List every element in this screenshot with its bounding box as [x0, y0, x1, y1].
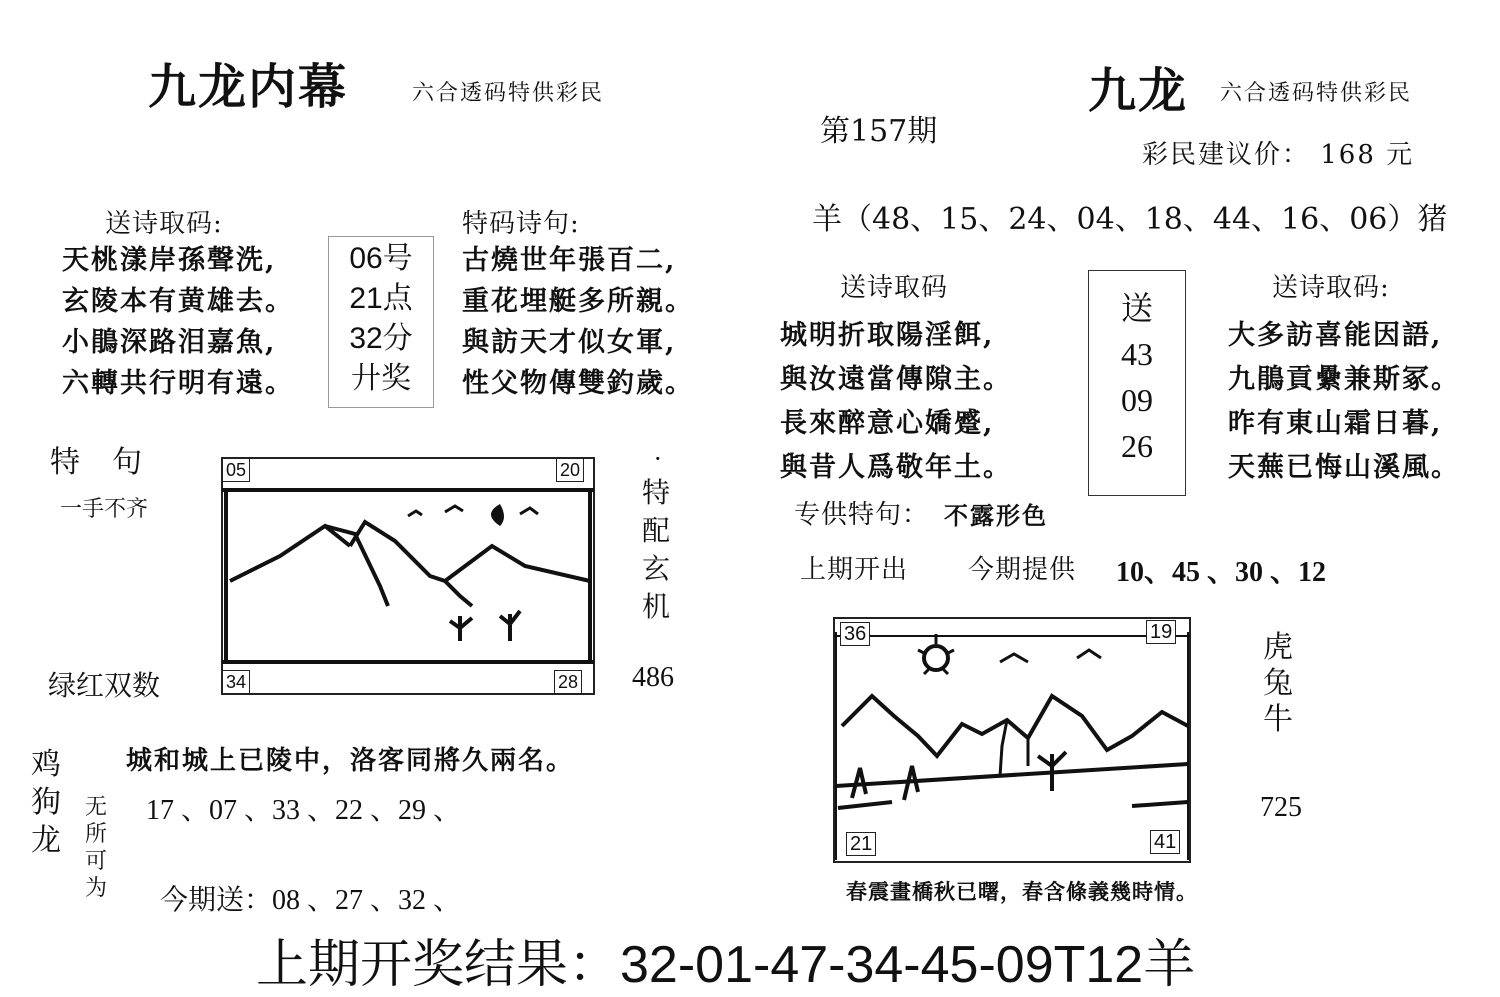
right-landscape-picture: [832, 616, 1192, 864]
left-side-char: 机: [641, 590, 670, 623]
right-poem-a: [780, 314, 1012, 490]
right-side-char: 兔: [1263, 666, 1293, 701]
left-box-line: 廾奖: [351, 362, 411, 395]
right-special-value: 不露形色: [944, 501, 1048, 530]
left-side-vertical: [636, 474, 676, 626]
left-special-phrase: 一手不齐: [60, 497, 149, 522]
left-small-char: 可: [84, 849, 107, 874]
right-poem-label-a: 送诗取码: [840, 273, 949, 303]
right-provide-numbers: 10、45 、30 、12: [1116, 557, 1327, 588]
right-zodiac-line: 羊（48、15、24、04、18、44、16、06）猪: [812, 202, 1448, 237]
right-poem-b-line: 大多訪喜能因語,: [1228, 320, 1443, 351]
right-poem-b: [1228, 314, 1460, 490]
left-side-char: 玄: [641, 552, 670, 585]
left-poem-b-line: 古燒世年張百二,: [462, 245, 677, 276]
left-poem-b-line: 性父物傳雙釣歲。: [462, 368, 694, 399]
left-poem-b-line: 重花埋艇多所親。: [462, 286, 694, 317]
left-tag-bottom-right: 28: [554, 670, 582, 694]
right-special-label: 专供特句：: [794, 500, 930, 530]
left-poem-a-line: 小鵑深路泪嘉魚,: [62, 327, 277, 358]
left-title: 九龙内幕: [148, 59, 349, 115]
left-box-line: 21点: [349, 282, 413, 315]
left-small-char: 所: [84, 822, 107, 847]
right-side-vertical: [1256, 630, 1300, 738]
right-poem-a-line: 長來醉意心嬌蹙,: [780, 408, 995, 439]
left-small-char: 为: [84, 876, 107, 901]
right-poem-a-line: 與昔人爲敬年土。: [780, 452, 1012, 483]
left-side-char: 特: [641, 476, 670, 509]
right-title: 九龙: [1088, 63, 1189, 119]
right-poem-label-b: 送诗取码:: [1272, 273, 1390, 303]
left-zodiac-char: 龙: [31, 823, 61, 858]
left-small-vertical: [80, 794, 112, 902]
left-poem-a-line: 天桃漾岸孫聲洗,: [62, 245, 277, 276]
right-side-char: 虎: [1263, 630, 1293, 665]
left-landscape-picture: [220, 456, 596, 696]
left-verse-line: 城和城上已陵中，洛客同將久兩名。: [126, 746, 575, 776]
left-zodiac-char: 狗: [31, 785, 61, 820]
issue-number: 第157期: [820, 114, 938, 149]
left-side-char: 配: [641, 514, 670, 547]
right-tag-top-left: 36: [840, 622, 870, 646]
left-zodiac-char: 鸡: [31, 747, 61, 782]
right-verse-line: 春震畫橋秋已曙，春含條義幾時情。: [846, 879, 1198, 904]
right-poem-b-line: 天蕪已悔山溪風。: [1228, 452, 1460, 483]
right-box-line: 09: [1121, 382, 1153, 418]
right-side-number: 725: [1260, 792, 1302, 823]
left-tag-bottom-left: 34: [222, 670, 250, 694]
left-numbers-line: 17 、07 、33 、22 、29 、: [146, 795, 462, 826]
left-color-tip: 绿红双数: [48, 670, 161, 701]
left-box-line: 06号: [349, 242, 413, 275]
left-small-char: 无: [84, 795, 107, 820]
right-poem-a-line: 城明折取陽淫餌,: [780, 320, 995, 351]
left-box-line: 32分: [349, 322, 413, 355]
right-tag-bottom-left: 21: [846, 832, 876, 856]
left-zodiac-vertical: [26, 746, 66, 860]
right-box-line: 26: [1121, 428, 1153, 464]
right-side-char: 牛: [1263, 702, 1293, 737]
left-poem-label-a: 送诗取码:: [105, 209, 223, 239]
right-last-label: 上期开出: [800, 555, 909, 585]
left-special-label: 特 句: [50, 445, 143, 480]
left-tag-top-right: 20: [556, 458, 584, 482]
right-poem-b-line: 昨有東山霜日暮,: [1228, 408, 1443, 439]
left-side-dot: ·: [654, 445, 662, 473]
right-poem-a-line: 與汝遠當傳隙主。: [780, 364, 1012, 395]
left-side-number: 486: [632, 662, 674, 693]
right-poem-b-line: 九鵑貢纍兼斯冢。: [1228, 364, 1460, 395]
left-poem-b-line: 與訪天才似女軍,: [462, 327, 677, 358]
left-tag-top-left: 05: [222, 458, 250, 482]
right-price: 彩民建议价： 168 元: [1142, 140, 1415, 170]
left-poem-label-b: 特码诗句:: [462, 209, 580, 239]
right-box-line: 43: [1121, 336, 1153, 372]
right-number-box: [1088, 270, 1186, 496]
left-poem-a: [62, 240, 294, 404]
left-poem-a-line: 六轉共行明有遠。: [62, 368, 294, 399]
right-subtitle: 六合透码特供彩民: [1220, 81, 1413, 106]
left-subtitle: 六合透码特供彩民: [412, 81, 605, 106]
left-poem-b: [462, 240, 694, 404]
left-number-box: [328, 236, 434, 408]
right-tag-bottom-right: 41: [1150, 830, 1180, 854]
right-box-line: 送: [1120, 290, 1153, 326]
last-draw-result: 上期开奖结果：32-01-47-34-45-09T12羊: [256, 936, 1196, 994]
left-send-line: 今期送：08 、27 、32 、: [160, 885, 462, 916]
right-provide-label: 今期提供: [968, 555, 1077, 585]
right-tag-top-right: 19: [1146, 620, 1176, 644]
left-poem-a-line: 玄陵本有黄雄去。: [62, 286, 294, 317]
